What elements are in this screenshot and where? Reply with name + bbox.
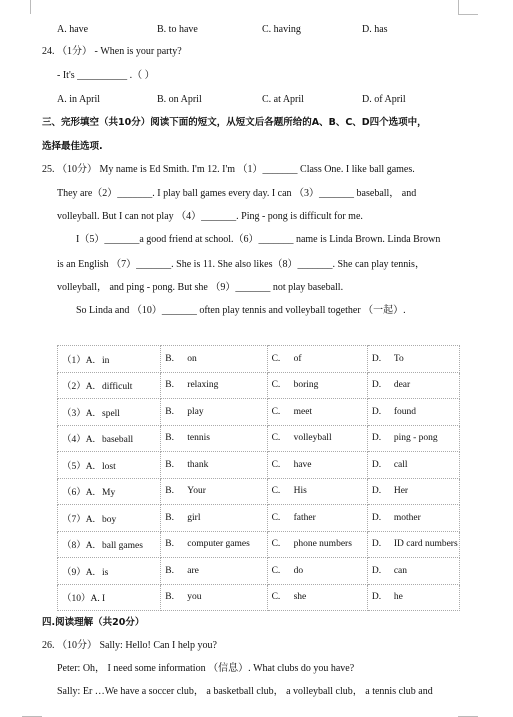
option-letter: D. bbox=[371, 433, 382, 444]
q26-line-2: Peter: Oh， I need some information （信息）. What clubs do you have? bbox=[57, 663, 355, 674]
options-row bbox=[58, 478, 460, 505]
q26-line-3: Sally: Er …We have a soccer club， a basketball club， a volleyball club， a tennis club and bbox=[57, 686, 433, 697]
option-letter: D. bbox=[371, 512, 382, 523]
option-cell-b bbox=[161, 452, 267, 479]
option-text: My bbox=[102, 488, 116, 499]
option-cell-c bbox=[267, 505, 367, 532]
option-cell-b bbox=[161, 425, 267, 452]
options-row bbox=[58, 531, 460, 558]
option-text: boring bbox=[293, 380, 319, 391]
q24-option-b: B. on April bbox=[157, 94, 202, 105]
options-row bbox=[58, 372, 460, 399]
option-letter: （8）A. bbox=[62, 541, 95, 552]
option-text: tennis bbox=[187, 433, 210, 444]
option-text: mother bbox=[393, 512, 421, 523]
option-cell-d bbox=[367, 478, 459, 505]
option-text: he bbox=[393, 592, 403, 603]
passage-line-6: volleyball， and ping - pong. But she （9）_______ not play baseball. bbox=[57, 282, 344, 293]
option-letter: B. bbox=[165, 353, 174, 364]
option-letter: B. bbox=[165, 539, 174, 550]
section4-title: 四.阅读理解（共20分） bbox=[42, 617, 145, 628]
option-letter: （5）A. bbox=[62, 461, 95, 472]
option-cell-b bbox=[161, 372, 267, 399]
options-row bbox=[58, 452, 460, 479]
options-row bbox=[58, 425, 460, 452]
q24-option-d: D. of April bbox=[362, 94, 406, 105]
option-cell-d bbox=[367, 346, 459, 373]
option-letter: （1）A. bbox=[62, 355, 95, 366]
option-letter: D. bbox=[371, 380, 382, 391]
q24-option-a: A. in April bbox=[57, 94, 101, 105]
option-letter: C. bbox=[271, 486, 281, 497]
option-letter: D. bbox=[371, 565, 382, 576]
option-letter: B. bbox=[165, 592, 174, 603]
passage-line-1: 25. （10分） My name is Ed Smith. I'm 12. I'm （1）_______ Class One. I like ball games. bbox=[42, 164, 415, 175]
q23-option-b: B. to have bbox=[157, 24, 198, 35]
option-letter: （7）A. bbox=[62, 514, 95, 525]
option-cell-d bbox=[367, 505, 459, 532]
option-text: ping - pong bbox=[393, 433, 438, 444]
option-text: His bbox=[293, 486, 307, 497]
option-cell-a bbox=[58, 452, 161, 479]
option-letter: C. bbox=[271, 459, 281, 470]
option-letter: B. bbox=[165, 486, 174, 497]
option-text: do bbox=[293, 565, 304, 576]
option-text: girl bbox=[187, 512, 201, 523]
option-letter: （9）A. bbox=[62, 567, 95, 578]
passage-line-4: I（5）_______a good friend at school.（6）_______ name is Linda Brown. Linda Brown bbox=[76, 234, 441, 245]
q26-line-1: 26. （10分） Sally: Hello! Can I help you? bbox=[42, 640, 217, 651]
option-cell-d bbox=[367, 399, 459, 426]
option-letter: C. bbox=[271, 433, 281, 444]
option-cell-c bbox=[267, 531, 367, 558]
q23-option-c: C. having bbox=[262, 24, 301, 35]
option-letter: B. bbox=[165, 380, 174, 391]
option-letter: C. bbox=[271, 592, 281, 603]
option-letter: B. bbox=[165, 433, 174, 444]
q24-option-c: C. at April bbox=[262, 94, 304, 105]
option-text: ID card numbers bbox=[393, 539, 458, 550]
option-cell-b bbox=[161, 346, 267, 373]
option-text: volleyball bbox=[293, 433, 332, 444]
passage-line-5: is an English （7）_______. She is 11. She also likes（8）_______. She can play tennis， bbox=[57, 259, 425, 270]
option-cell-c bbox=[267, 372, 367, 399]
option-letter: （10）A. bbox=[62, 594, 100, 605]
option-letter: （6）A. bbox=[62, 488, 95, 499]
section3-title-line2: 选择最佳选项. bbox=[42, 141, 103, 152]
option-letter: C. bbox=[271, 353, 281, 364]
option-cell-a bbox=[58, 505, 161, 532]
option-letter: B. bbox=[165, 565, 174, 576]
option-letter: （4）A. bbox=[62, 435, 95, 446]
crop-mark-top-right-h bbox=[458, 14, 478, 15]
option-letter: B. bbox=[165, 512, 174, 523]
q24-stem: 24. （1分） - When is your party? bbox=[42, 46, 182, 57]
option-cell-b bbox=[161, 584, 267, 611]
option-cell-b bbox=[161, 558, 267, 585]
option-letter: D. bbox=[371, 486, 382, 497]
option-text: difficult bbox=[102, 382, 133, 393]
option-text: ball games bbox=[102, 541, 143, 552]
option-text: boy bbox=[102, 514, 117, 525]
q23-option-d: D. has bbox=[362, 24, 388, 35]
option-letter: D. bbox=[371, 459, 382, 470]
option-text: lost bbox=[102, 461, 116, 472]
option-cell-d bbox=[367, 425, 459, 452]
option-text: relaxing bbox=[187, 380, 219, 391]
option-text: in bbox=[102, 355, 110, 366]
option-cell-a bbox=[58, 346, 161, 373]
option-cell-c bbox=[267, 452, 367, 479]
option-text: phone numbers bbox=[293, 539, 352, 550]
option-cell-b bbox=[161, 399, 267, 426]
option-cell-a bbox=[58, 558, 161, 585]
option-letter: （2）A. bbox=[62, 382, 95, 393]
option-cell-a bbox=[58, 399, 161, 426]
option-letter: D. bbox=[371, 539, 382, 550]
option-letter: C. bbox=[271, 565, 281, 576]
option-letter: （3）A. bbox=[62, 408, 95, 419]
option-text: she bbox=[293, 592, 307, 603]
q24-answer-line: - It's __________ .（ ） bbox=[57, 70, 155, 81]
option-letter: C. bbox=[271, 512, 281, 523]
option-cell-d bbox=[367, 452, 459, 479]
option-cell-d bbox=[367, 531, 459, 558]
option-text: baseball bbox=[102, 435, 134, 446]
crop-mark-top-right bbox=[458, 0, 459, 14]
option-cell-b bbox=[161, 505, 267, 532]
option-letter: B. bbox=[165, 459, 174, 470]
option-text: computer games bbox=[187, 539, 250, 550]
section3-title: 三、完形填空（共10分）阅读下面的短文，从短文后各题所给的A、B、C、D四个选项中， bbox=[42, 117, 427, 128]
option-cell-c bbox=[267, 584, 367, 611]
option-text: To bbox=[393, 353, 404, 364]
options-row bbox=[58, 505, 460, 532]
option-text: you bbox=[187, 592, 202, 603]
option-cell-a bbox=[58, 584, 161, 611]
option-text: is bbox=[102, 567, 109, 578]
options-row bbox=[58, 346, 460, 373]
option-letter: D. bbox=[371, 353, 382, 364]
option-text: spell bbox=[102, 408, 120, 419]
option-letter: D. bbox=[371, 406, 382, 417]
crop-mark-top-left bbox=[30, 0, 31, 14]
option-cell-b bbox=[161, 478, 267, 505]
option-cell-d bbox=[367, 558, 459, 585]
passage-line-2: They are（2）_______. I play ball games every day. I can （3）_______ baseball， and bbox=[57, 188, 417, 199]
option-cell-c bbox=[267, 558, 367, 585]
option-text: thank bbox=[187, 459, 209, 470]
option-text: found bbox=[393, 406, 416, 417]
option-text: Your bbox=[187, 486, 206, 497]
option-cell-c bbox=[267, 425, 367, 452]
option-text: play bbox=[187, 406, 204, 417]
option-cell-a bbox=[58, 478, 161, 505]
option-letter: C. bbox=[271, 380, 281, 391]
option-text: I bbox=[102, 594, 106, 605]
option-text: can bbox=[393, 565, 408, 576]
option-cell-c bbox=[267, 478, 367, 505]
passage-line-7: So Linda and （10）_______ often play tennis and volleyball together （一起）. bbox=[76, 305, 406, 316]
option-letter: B. bbox=[165, 406, 174, 417]
option-text: call bbox=[393, 459, 408, 470]
option-cell-b bbox=[161, 531, 267, 558]
cloze-options-table bbox=[57, 345, 460, 611]
option-cell-d bbox=[367, 372, 459, 399]
option-text: are bbox=[187, 565, 199, 576]
option-cell-c bbox=[267, 399, 367, 426]
options-row bbox=[58, 558, 460, 585]
option-cell-c bbox=[267, 346, 367, 373]
option-text: meet bbox=[293, 406, 313, 417]
option-cell-a bbox=[58, 372, 161, 399]
option-cell-a bbox=[58, 531, 161, 558]
options-row bbox=[58, 584, 460, 611]
option-cell-d bbox=[367, 584, 459, 611]
option-cell-a bbox=[58, 425, 161, 452]
option-text: dear bbox=[393, 380, 411, 391]
passage-line-3: volleyball. But I can not play （4）_______. Ping - pong is difficult for me. bbox=[57, 211, 363, 222]
option-letter: D. bbox=[371, 592, 382, 603]
option-text: have bbox=[293, 459, 312, 470]
option-letter: C. bbox=[271, 406, 281, 417]
option-text: on bbox=[187, 353, 197, 364]
option-text: of bbox=[293, 353, 302, 364]
option-letter: C. bbox=[271, 539, 281, 550]
option-text: father bbox=[293, 512, 316, 523]
q23-option-a: A. have bbox=[57, 24, 89, 35]
option-text: Her bbox=[393, 486, 409, 497]
options-row bbox=[58, 399, 460, 426]
